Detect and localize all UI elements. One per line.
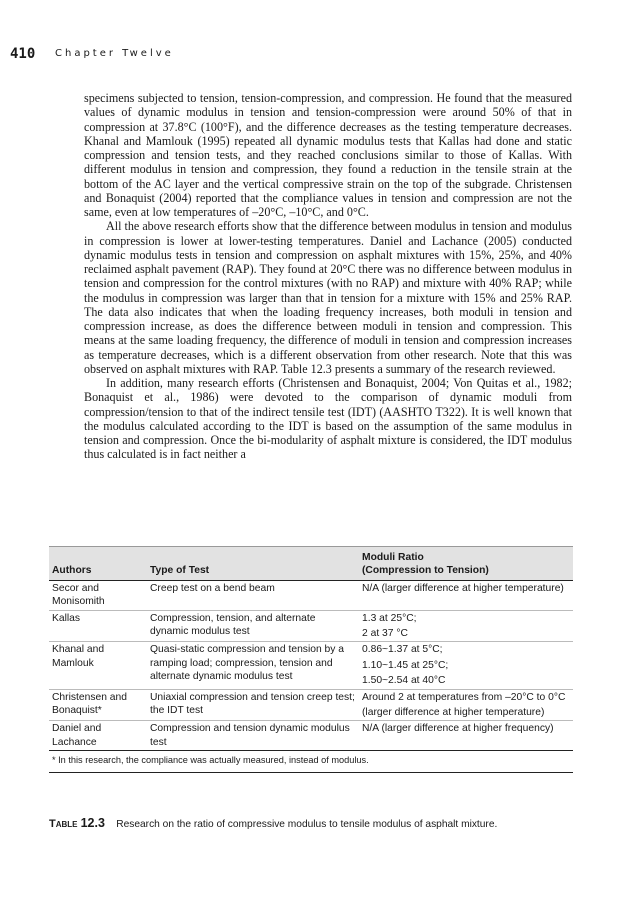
cell-ratio — [359, 721, 573, 751]
ratio-line: 0.86~1.37 at 5°C; — [362, 644, 443, 656]
cell-ratio — [359, 689, 573, 721]
cell-authors: Secor and Monisomith — [49, 580, 147, 610]
cell-type: Uniaxial compression and tension creep test; the IDT test — [147, 689, 359, 721]
table-footnote: * In this research, the compliance was actually measured, instead of modulus. — [49, 751, 573, 772]
cell-type: Quasi-static compression and tension by a ramping load; compression, tension and alternate dynamic modulus test — [147, 642, 359, 689]
cell-authors: Khanal and Mamlouk — [49, 642, 147, 689]
ratio-line: 2 at 37 °C — [362, 628, 408, 640]
research-table — [49, 546, 573, 773]
header-authors: Authors — [49, 547, 147, 581]
cell-type: Compression, tension, and alternate dynamic modulus test — [147, 610, 359, 642]
running-header — [10, 46, 611, 66]
table-row — [49, 642, 573, 689]
cell-type: Creep test on a bend beam — [147, 580, 359, 610]
table-row — [49, 580, 573, 610]
table-row — [49, 689, 573, 721]
cell-authors: Christensen and Bonaquist* — [49, 689, 147, 721]
header-type-of-test: Type of Test — [147, 547, 359, 581]
ratio-line: 1.10~1.45 at 25°C; — [362, 659, 449, 671]
header-ratio-line-2: (Compression to Tension) — [362, 565, 489, 577]
chapter-title: Chapter Twelve — [55, 48, 174, 59]
ratio-line: N/A (larger difference at higher temperature) — [362, 582, 564, 594]
page-number: 410 — [10, 46, 36, 62]
paragraph-1: specimens subjected to tension, tension-compression, and compression. He found that the measured values of dynamic modulus in tension and tension-compression were around 50% of that in compression at 37.8°C (100°F), and the difference decreases as the testing temperature decreases. Khanal and Mamlouk (1995) repeated all dynamic modulus tests that Kallas had done and static compression and tension tests, and they reached conclusions similar to those of Kallas. With different modulus in tension and compression, they found a reduction in the tensile strain at the bottom of the AC layer and the vertical compressive strain on the top of the subgrade. Christensen and Bonaquist (2004) reported that the compliance values in tension and compression are not the same, even at low temperatures of –20°C, –10°C, and 0°C. — [84, 91, 572, 219]
ratio-line: 1.3 at 25°C; — [362, 612, 417, 624]
cell-ratio — [359, 610, 573, 642]
caption-label — [49, 818, 105, 830]
caption-label-word: Table — [49, 818, 78, 830]
table-row — [49, 721, 573, 751]
ratio-line: Around 2 at temperatures from –20°C to 0°C — [362, 691, 566, 703]
table-caption — [49, 816, 579, 830]
cell-ratio — [359, 580, 573, 610]
header-ratio-line-1: Moduli Ratio — [362, 552, 424, 563]
header-moduli-ratio — [359, 547, 573, 581]
body-text — [84, 91, 572, 462]
caption-number: 12.3 — [80, 816, 105, 830]
caption-text: Research on the ratio of compressive modulus to tensile modulus of asphalt mixture. — [116, 819, 498, 830]
ratio-line: N/A (larger difference at higher frequency) — [362, 723, 554, 735]
paragraph-2: All the above research efforts show that the difference between modulus in tension and modulus in compression is lower at lower-testing temperatures. Daniel and Lachance (2005) conducted dynamic modulus tests in tension and compression on asphalt mixtures with 15%, 25%, and 40% reclaimed asphalt pavement (RAP). They found at 20°C there was no difference between modulus in tension and compression for the control mixtures (with no RAP) and mixture with 40% RAP; while the modulus in compression was larger than that in tension for a mixture with 15% and 25% RAP. The data also indicates that when the loading frequency increases, both moduli in tension and compression increase, as does the difference between moduli in tension and compression. This means at the same loading frequency, the difference of moduli in tension and compression increases as temperature decreases, which is a different observation from other research. Note that this was observed on asphalt mixtures with RAP. Table 12.3 presents a summary of the research reviewed. — [84, 219, 572, 376]
cell-authors: Daniel and Lachance — [49, 721, 147, 751]
ratio-line: 1.50~2.54 at 40°C — [362, 675, 446, 687]
cell-authors: Kallas — [49, 610, 147, 642]
cell-ratio — [359, 642, 573, 689]
table-row — [49, 610, 573, 642]
ratio-line: (larger difference at higher temperature) — [362, 707, 545, 719]
paragraph-3: In addition, many research efforts (Christensen and Bonaquist, 2004; Von Quitas et al., 1982; Bonaquist et al., 1986) were devoted to the comparison of dynamic moduli from compression/tension to that of the indirect tensile test (IDT) (AASHTO T322). It is well known that the modulus calculated according to the IDT is based on the assumption of the same modulus in tension and compression. Once the bi-modularity of asphalt mixture is considered, the IDT modulus thus calculated is in fact neither a — [84, 376, 572, 462]
table-header-row — [49, 547, 573, 581]
cell-type: Compression and tension dynamic modulus test — [147, 721, 359, 751]
